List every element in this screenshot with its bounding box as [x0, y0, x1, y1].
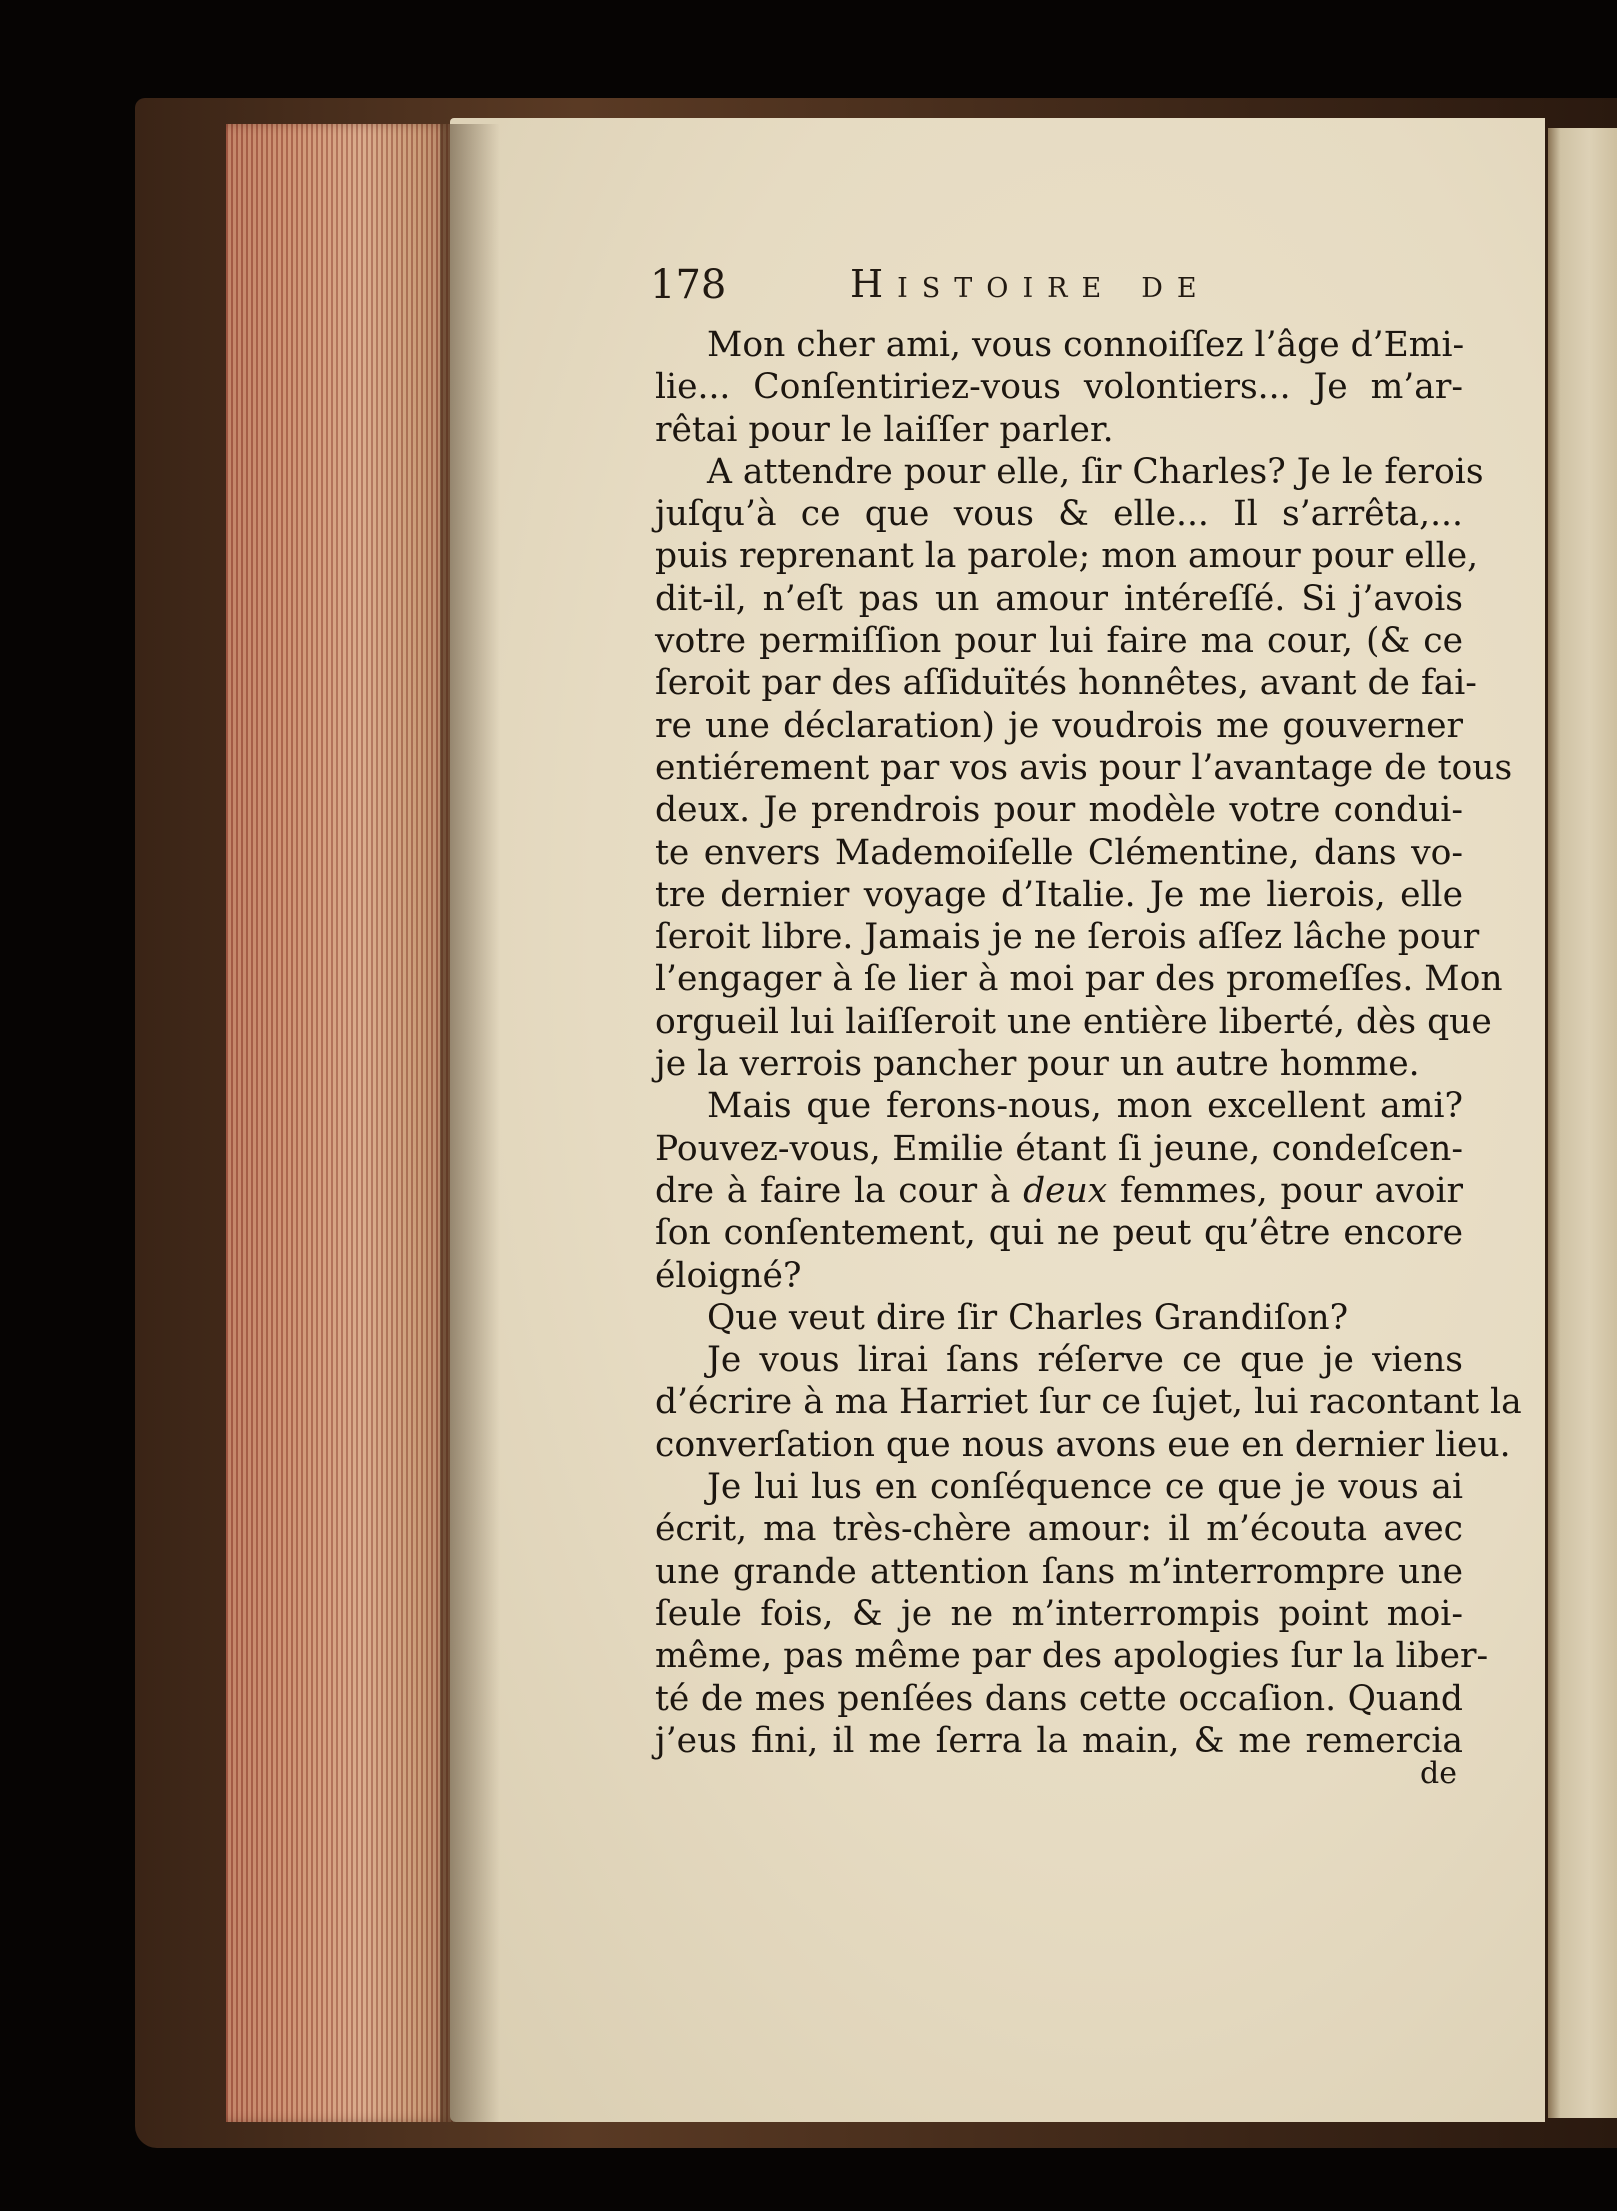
text-line: dit-il, n’eſt pas un amour intéreſſé. Si j’avois — [655, 578, 1463, 619]
text-line: l’engager à ſe lier à moi par des promeſſes. Mon — [655, 959, 1503, 1000]
text-line: Je lui lus en conſéquence ce que je vous ai — [707, 1467, 1463, 1508]
text-segment: dre à faire la cour à — [655, 1170, 1024, 1211]
page-header — [650, 262, 1300, 322]
text-line: rêtai pour le laiſſer parler. — [655, 409, 1114, 450]
text-line: entiérement par vos avis pour l’avantage de tous — [655, 747, 1513, 788]
running-title: Histoire de — [850, 262, 1211, 306]
text-line: Mais que ferons-nous, mon excellent ami? — [707, 1086, 1463, 1127]
page-number: 178 — [650, 262, 727, 308]
text-line: juſqu’à ce que vous & elle... Il s’arrêta,... — [655, 494, 1463, 535]
text-line: écrit, ma très-chère amour: il m’écouta avec — [655, 1509, 1463, 1550]
text-segment: femmes, pour avoir — [1107, 1170, 1463, 1211]
text-line: orgueil lui laiſſeroit une entière liberté, dès que — [655, 1001, 1492, 1042]
text-line: te envers Mademoiſelle Clémentine, dans vo- — [655, 832, 1463, 873]
italic-word: deux — [1023, 1170, 1108, 1211]
text-line: A attendre pour elle, ſir Charles? Je le ferois — [707, 451, 1484, 492]
catchword: de — [1420, 1756, 1457, 1791]
text-line: même, pas même par des apologies ſur la liber- — [655, 1636, 1489, 1677]
text-line: ſon conſentement, qui ne peut qu’être encore — [655, 1213, 1463, 1254]
text-line: té de mes penſées dans cette occaſion. Quand — [655, 1678, 1463, 1719]
text-line: éloigné? — [655, 1255, 802, 1296]
text-line: tre dernier voyage d’Italie. Je me lierois, elle — [655, 874, 1463, 915]
text-line: puis reprenant la parole; mon amour pour elle, — [655, 536, 1479, 577]
text-line: je la verrois pancher pour un autre homme. — [655, 1044, 1420, 1085]
text-line: Je vous lirai ſans réſerve ce que je viens — [707, 1340, 1463, 1381]
text-line: ſeroit par des aſſiduïtés honnêtes, avant de fai- — [655, 663, 1477, 704]
text-line: votre permiſſion pour lui faire ma cour, (& ce — [655, 621, 1463, 662]
text-line: re une déclaration) je voudrois me gouverner — [655, 705, 1463, 746]
text-line: Que veut dire ſir Charles Grandiſon? — [707, 1297, 1349, 1338]
text-line: deux. Je prendrois pour modèle votre condui- — [655, 790, 1463, 831]
text-line: ſeroit libre. Jamais je ne ſerois aſſez lâche pour — [655, 917, 1480, 958]
text-line: j’eus fini, il me ſerra la main, & me remercia — [655, 1720, 1463, 1761]
text-line: d’écrire à ma Harriet ſur ce ſujet, lui racontant la — [655, 1382, 1522, 1423]
body-text — [655, 324, 1522, 1762]
text-line: Pouvez-vous, Emilie étant ſi jeune, condeſcen- — [655, 1128, 1463, 1169]
text-line: Mon cher ami, vous connoiſſez l’âge d’Emi- — [707, 325, 1465, 365]
text-line: une grande attention ſans m’interrompre une — [655, 1551, 1463, 1592]
text-line: lie... Conſentiriez-vous volontiers... Je m’ar- — [655, 367, 1463, 408]
text-line — [655, 1170, 1463, 1212]
text-line: ſeule fois, & je ne m’interrompis point moi- — [655, 1593, 1463, 1634]
text-line: converſation que nous avons eue en dernier lieu. — [655, 1424, 1511, 1465]
page-edges — [226, 124, 454, 2122]
gutter-shadow — [440, 124, 500, 2122]
facing-page-edge — [1548, 128, 1617, 2118]
